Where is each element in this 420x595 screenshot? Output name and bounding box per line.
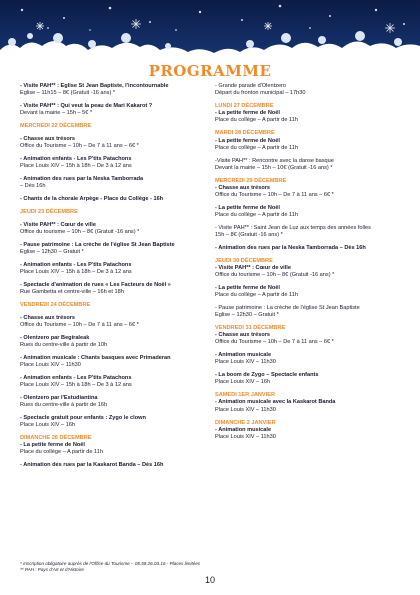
event-detail: Place du collège – A partir de 11h [215,144,298,151]
event-detail: Place Louis XIV – 15h à 18h – De 3 à 12 ans [20,269,132,276]
event-title: - Spectacle gratuit pour enfants : Zygo le clown [20,414,146,421]
event-detail: Place Louis XIV – 15h à 18h – De 3 à 12 ans [20,163,132,170]
event-item [20,442,210,456]
event-item [215,305,405,319]
event-item [20,335,210,349]
page-number: 10 [204,575,215,585]
date-heading: DIMANCHE 2 JANVIER [215,419,276,426]
event-item [215,265,405,279]
event-title: - Visite PAH** : Qui veut la peau de Mari Kakarot ? [20,102,153,109]
event-title: - Pause patrimoine : La crèche de l'église St Jean Baptiste [215,304,360,311]
event-item [20,355,210,369]
event-item [215,225,405,239]
event-title: - La petite ferme de Noël [215,137,280,144]
page-title: PROGRAMME [148,62,272,80]
date-heading: MERCREDI 29 DÉCEMBRE [215,177,287,184]
event-title: - La petite ferme de Noël [215,204,280,211]
event-title: - Grande parade d'Olentzero [215,83,287,89]
event-item [20,262,210,276]
date-heading: JEUDI 30 DÉCEMBRE [215,257,273,264]
event-item [20,222,210,236]
date-heading: SAMEDI 1ER JANVIER [215,392,275,399]
event-detail: Rue Gambetta et centre-ville – 16h et 18h [20,289,124,296]
event-detail: Place Louis XIV – 11h30 [215,359,276,366]
event-detail: Devant la mairie – 15h – 5€ * [20,110,93,117]
event-title: - La boom de Zygo – Spectacle enfants [215,372,319,379]
event-detail: Place Louis XIV – 11h30 [215,406,276,413]
date-heading: VENDREDI 24 DÉCEMBRE [20,302,91,309]
event-title: - Chasse aux trésors [215,332,271,339]
event-detail: Rues du centre-ville à partir de 10h [20,342,108,349]
event-detail: Office du tourisme – 10h – 8€ (Gratuit -16 ans) * [20,229,140,236]
event-title: - Olentzero par Begiraleak [20,335,90,342]
event-detail: 15h – 8€ (Gratuit -16 ans) * [215,231,283,238]
event-title: - Animation musicale [215,352,272,359]
programme-column-left [20,83,210,469]
event-item [20,395,210,409]
event-item [20,315,210,329]
event-detail: Place Louis XIV – 11h30 [215,433,276,440]
event-detail: Place Louis XIV – 16h [20,422,76,429]
event-title: - Animation enfants - Les P'tits Patachons [20,261,132,268]
event-item [20,103,210,117]
event-detail: Eglise – 12h30 – Gratuit * [20,249,84,256]
programme-column-right [215,83,405,441]
event-detail: Place Louis XIV – 11h30 [20,362,81,369]
event-item [215,427,405,441]
event-title: - Spectacle d'animation de rues « Les Facteurs de Noël » [20,281,171,288]
event-item [215,399,405,413]
event-title: - Visite PAH** : Cœur de ville [20,222,96,228]
event-title: - Animation musicale [215,426,272,433]
event-item [215,352,405,366]
event-item [215,285,405,299]
event-detail: Office du Tourisme – 10h – De 7 à 11 ans – 6€ * [215,191,334,198]
date-heading: MERCREDI 22 DÉCEMBRE [20,123,92,130]
date-heading: LUNDI 27 DÉCEMBRE [215,103,274,110]
date-heading: VENDREDI 31 DÉCEMBRE [215,325,286,332]
event-title: - Animation musicale avec la Kaskarot Banda [215,399,336,406]
event-detail: Place Louis XIV – 15h à 18h – De 3 à 12 ans [20,382,132,389]
event-detail: Place du collège – A partir de 11h [215,292,298,299]
event-item [20,375,210,389]
event-item [215,158,405,172]
header-banner [0,0,420,68]
footnote-pah: ** PAH : Pays d'Art et d'Histoire [20,567,84,572]
date-heading: MARDI 28 DÉCEMBRE [215,130,275,137]
event-item [215,138,405,152]
event-title: - Animation des rues par la Kaskarot Banda – Dès 16h [20,462,164,469]
event-title: - Animation des rues par la Neska Tamborrada [20,176,144,183]
event-title: - Chasse aux trésors [20,315,76,322]
event-title: - La petite ferme de Noël [215,284,280,291]
footnotes [20,561,320,573]
event-title: - Chasse aux trésors [215,184,271,191]
event-title: -Visite PAH** : Rencontre avec la danse basque [215,157,334,164]
event-title: - Animation musicale : Chants basques avec Primaderan [20,355,171,361]
event-title: - Olentzero par l'Estudiantina [20,394,98,401]
event-item [20,176,210,190]
event-item [215,83,405,97]
event-title: - Animation enfants - Les P'tits Patachons [20,156,132,163]
event-title: - Visite PAH** : Cœur de ville [215,264,291,271]
event-item [20,282,210,296]
event-detail: Office du tourisme – 10h – 8€ (Gratuit -16 ans) * [215,272,335,279]
snowflake-decoration [0,0,420,68]
event-detail: Eglise – 11h15 – 8€ (Gratuit -16 ans) * [20,90,116,97]
event-item [20,83,210,97]
event-detail: Place du collège – A partir de 11h [215,117,298,124]
event-detail: Place du collège – A partir de 11h [215,211,298,218]
event-title: - La petite ferme de Noël [20,442,85,449]
event-detail: Rues du centre-ville à partir de 16h [20,402,108,409]
event-title: - Chasse aux trésors [20,136,76,143]
event-title: - Visite PAH** : Eglise St Jean Baptiste, l'incontournable [20,83,169,89]
event-item [215,185,405,199]
date-heading: JEUDI 23 DÉCEMBRE [20,209,78,216]
event-item [215,205,405,219]
event-detail: Eglise – 12h30 – Gratuit * [215,312,279,319]
event-item [20,242,210,256]
event-title: - La petite ferme de Noël [215,110,280,117]
event-detail: Office du Tourisme – 10h – De 7 à 11 ans – 6€ * [215,339,334,346]
event-detail: Place du collège – A partir de 11h [20,449,103,456]
event-item [215,332,405,346]
event-detail: Office du Tourisme – 10h – De 7 à 11 ans – 6€ * [20,322,139,329]
event-detail: Office du Tourisme – 10h – De 7 à 11 ans – 6€ * [20,143,139,150]
event-item [215,372,405,386]
event-item [215,110,405,124]
event-title: - Animation enfants - Les P'tits Patachons [20,374,132,381]
footnote-registration: * Inscription obligatoire auprès de l'Office du Tourisme – 05.59.26.03.16 - Places limitées [20,561,201,566]
event-title: - Pause patrimoine : La crèche de l'église St Jean Baptiste [20,241,175,248]
event-item [215,245,405,252]
event-title: - Visite PAH** : Saint Jean de Luz aux temps des années folles [215,224,371,231]
event-detail: – Dès 16h [20,183,46,190]
event-title: - Chants de la chorale Arpège - Place du Collège - 16h [20,196,164,203]
date-heading: DIMANCHE 26 DÉCEMBRE [20,435,92,442]
event-detail: Place Louis XIV – 16h [215,379,271,386]
event-item [20,196,210,203]
event-detail: Départ du fronton municipal – 17h30 [215,90,306,97]
event-item [20,462,210,469]
event-title: - Animation des rues par la Neska Tamborrada – Dès 16h [215,244,366,251]
event-detail: Devant la mairie – 15h – 10€ (Gratuit -16 ans) * [215,164,333,171]
event-item [20,156,210,170]
event-item [20,136,210,150]
event-item [20,415,210,429]
